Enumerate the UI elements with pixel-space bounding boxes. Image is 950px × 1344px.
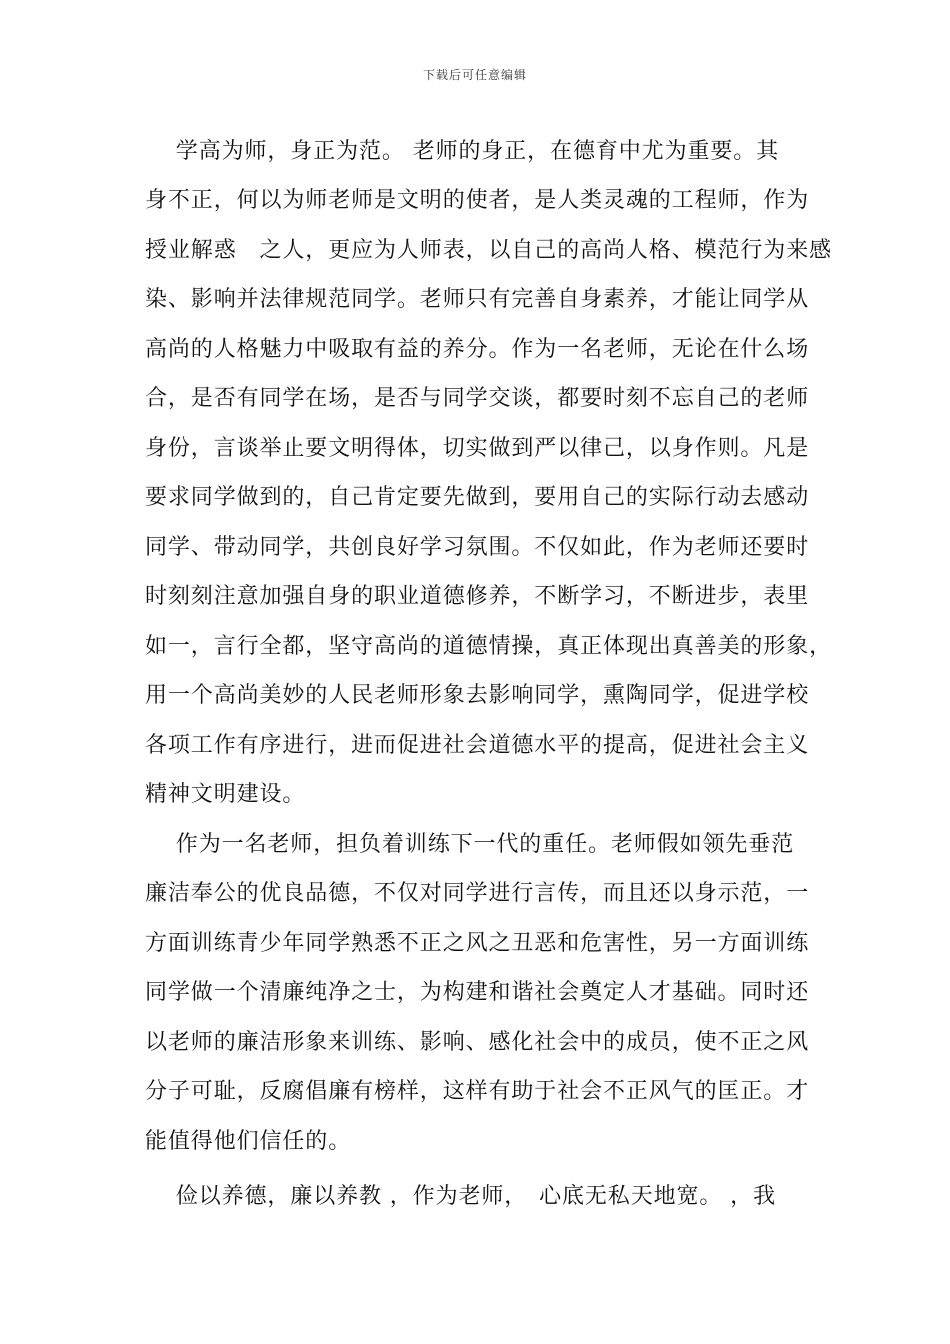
paragraph-line: 分子可耻，反腐倡廉有榜样，这样有助于社会不正风气的匡正。才 (145, 1079, 810, 1104)
paragraph-line: 同学做一个清廉纯净之士，为构建和谐社会奠定人才基础。同时还 (145, 980, 810, 1005)
paragraph-line: 能值得他们信任的。 (145, 1129, 352, 1154)
paragraph-line: 廉洁奉公的优良品德，不仅对同学进行言传，而且还以身示范，一 (145, 881, 810, 906)
paragraph-line: 时刻刻注意加强自身的职业道德修养，不断学习，不断进步，表里 (145, 584, 810, 609)
paragraph-line: 作为一名老师，担负着训练下一代的重任。老师假如领先垂范 (145, 832, 795, 857)
page-header: 下载后可任意编辑 (422, 68, 527, 82)
paragraph-line: 俭以养德，廉以养教 ，作为老师， 心底无私天地宽。 ，我 (145, 1184, 776, 1209)
paragraph-line: 授业解惑 之人，更应为人师表，以自己的高尚人格、模范行为来感 (145, 238, 833, 263)
paragraph-line: 身不正，何以为师老师是文明的使者，是人类灵魂的工程师，作为 (145, 188, 810, 213)
paragraph-line: 精神文明建设。 (145, 782, 306, 807)
paragraph-line: 同学、带动同学，共创良好学习氛围。不仅如此，作为老师还要时 (145, 535, 810, 560)
paragraph-line: 用一个高尚美妙的人民老师形象去影响同学，熏陶同学，促进学校 (145, 683, 810, 708)
paragraph-line: 身份，言谈举止要文明得体，切实做到严以律己，以身作则。凡是 (145, 436, 810, 461)
paragraph-line: 以老师的廉洁形象来训练、影响、感化社会中的成员，使不正之风 (145, 1030, 810, 1055)
paragraph-line: 各项工作有序进行，进而促进社会道德水平的提高，促进社会主义 (145, 733, 810, 758)
paragraph-line: 合，是否有同学在场，是否与同学交谈，都要时刻不忘自己的老师 (145, 386, 810, 411)
paragraph-line: 高尚的人格魅力中吸取有益的养分。作为一名老师，无论在什么场 (145, 337, 810, 362)
paragraph-line: 如一，言行全都，坚守高尚的道德情操，真正体现出真善美的形象， (145, 634, 833, 659)
paragraph-line: 学高为师，身正为范。 老师的身正，在德育中尤为重要。其 (145, 139, 780, 164)
paragraph-line: 染、影响并法律规范同学。老师只有完善自身素养，才能让同学从 (145, 287, 810, 312)
paragraph-line: 方面训练青少年同学熟悉不正之风之丑恶和危害性，另一方面训练 (145, 931, 810, 956)
paragraph-line: 要求同学做到的，自己肯定要先做到，要用自己的实际行动去感动 (145, 485, 810, 510)
